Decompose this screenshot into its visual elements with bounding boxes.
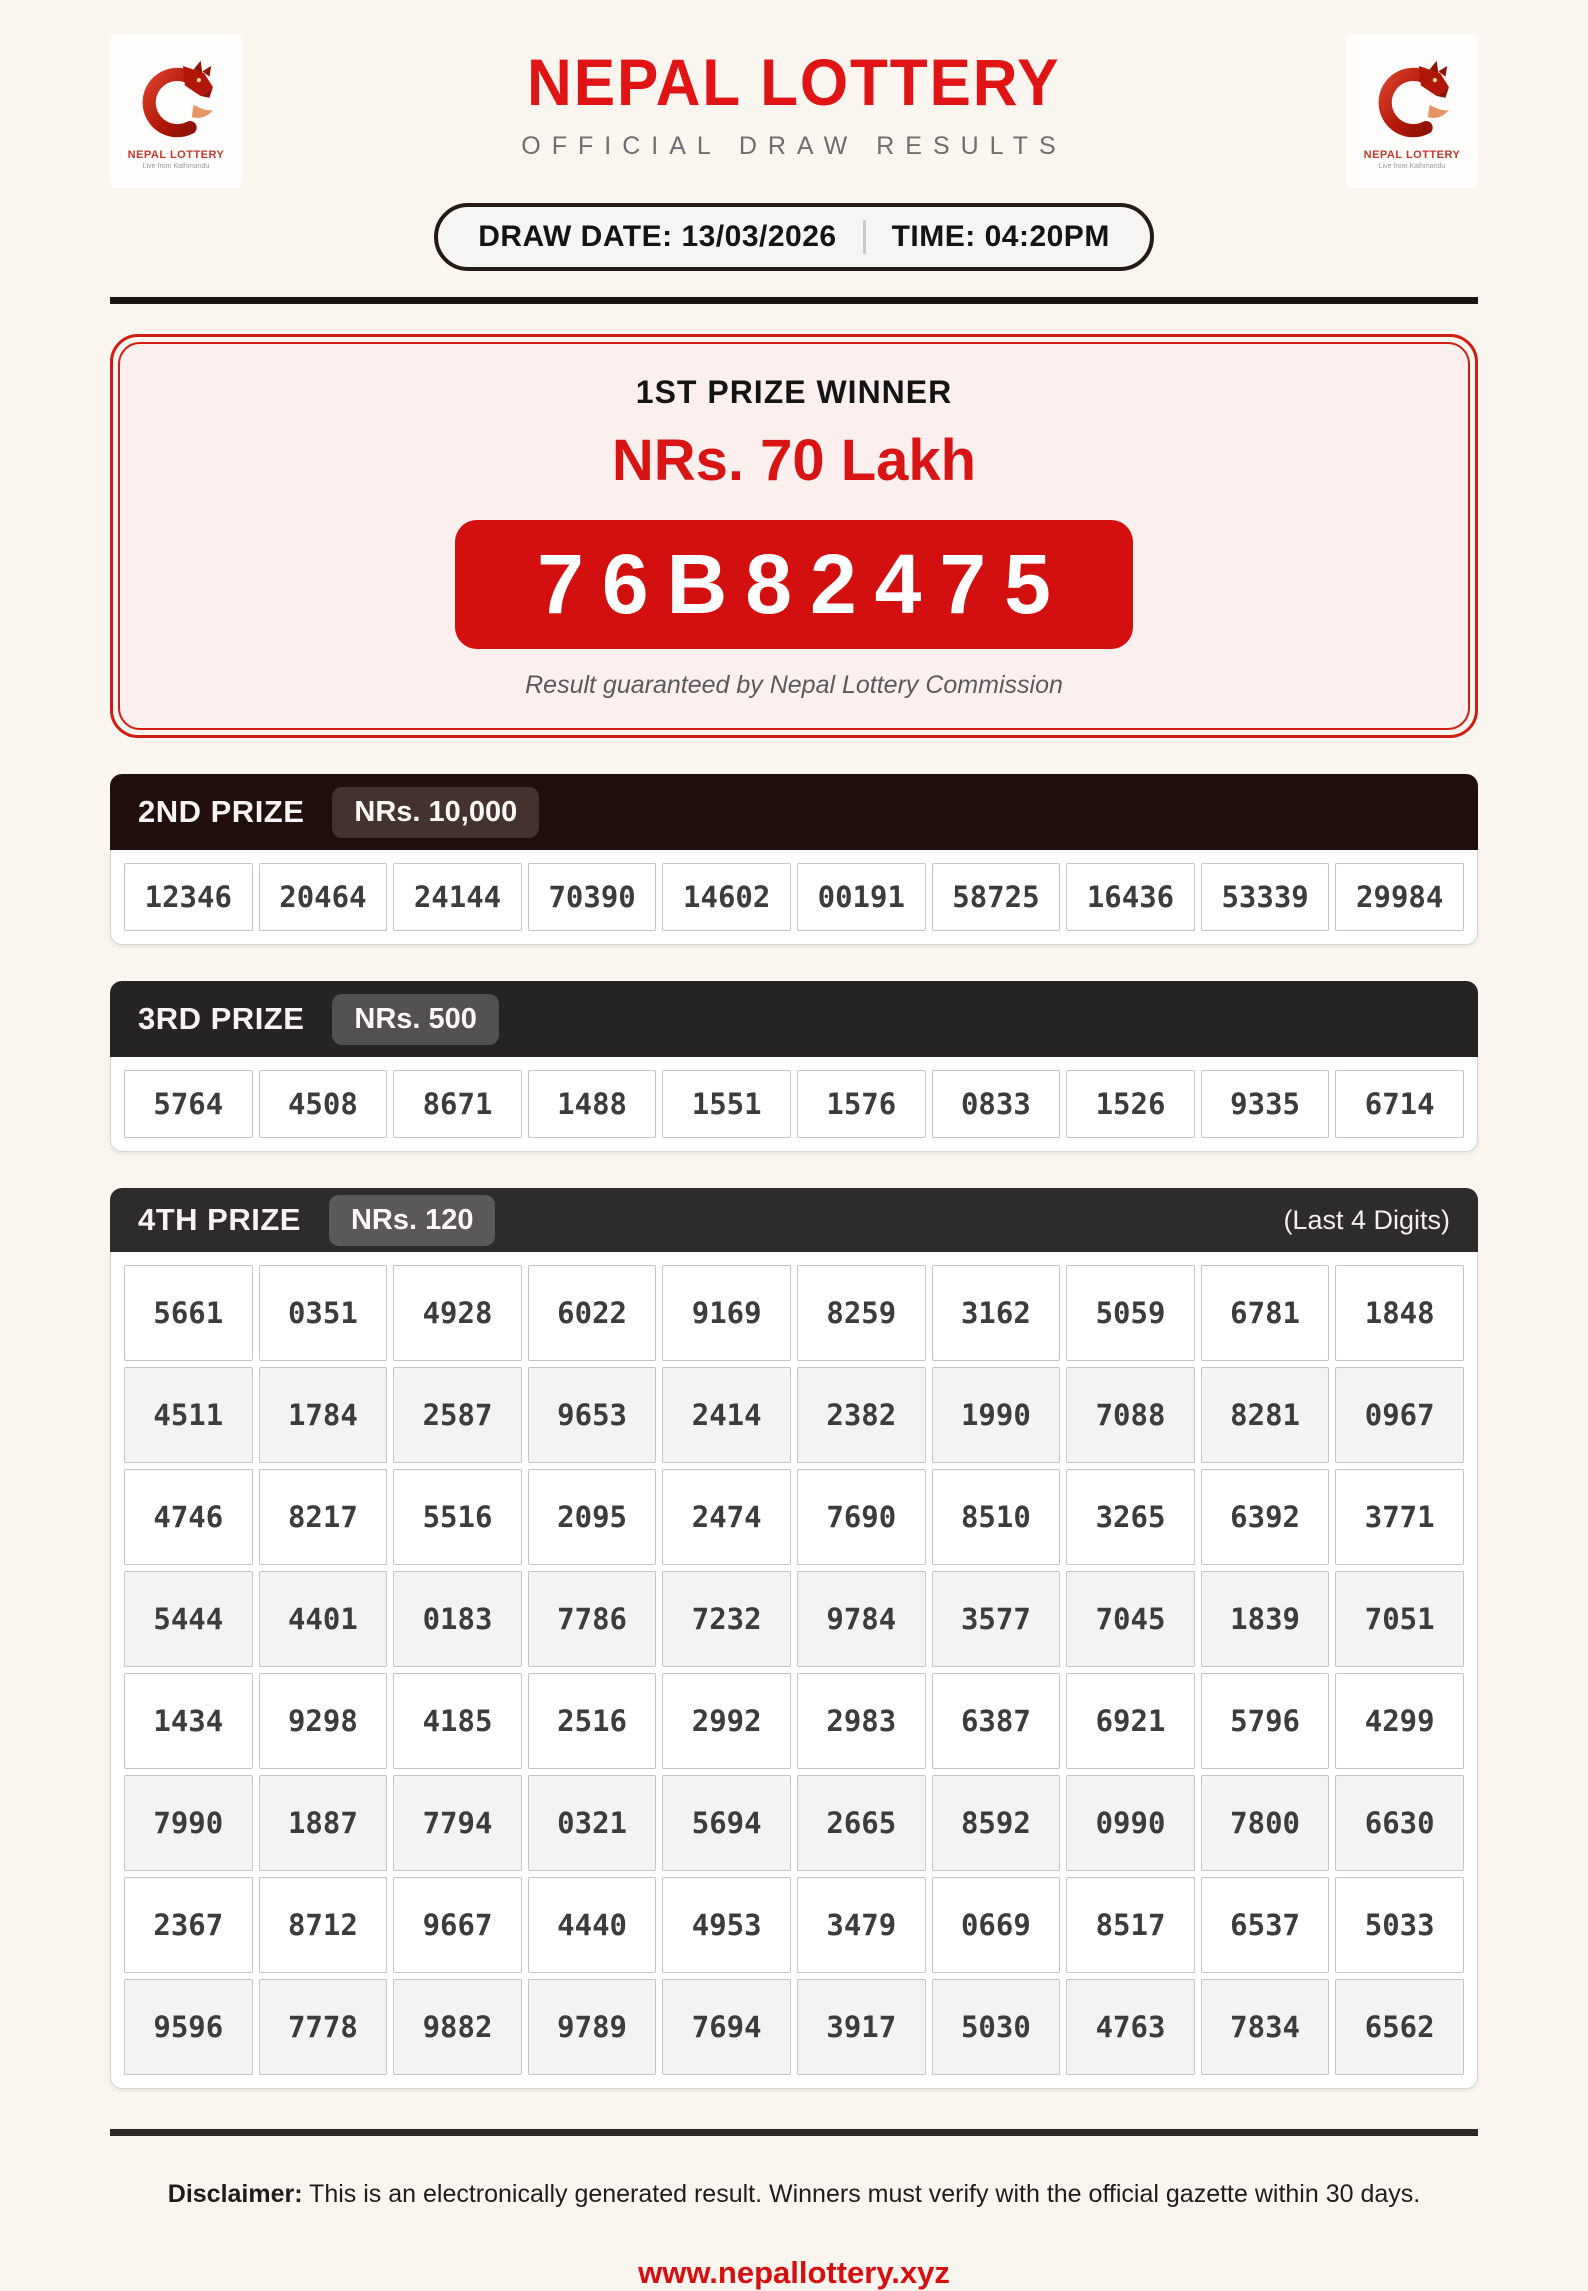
third-prize-header xyxy=(110,981,1478,1057)
second-prize-section xyxy=(110,774,1478,945)
winning-number-cell: 6537 xyxy=(1201,1877,1330,1973)
logo-wordmark: NEPAL LOTTERY xyxy=(1363,148,1461,161)
winning-number-cell: 4511 xyxy=(124,1367,253,1463)
winning-number-cell: 8510 xyxy=(932,1469,1061,1565)
winning-number-cell: 2367 xyxy=(124,1877,253,1973)
fourth-prize-label: 4TH PRIZE xyxy=(138,1202,301,1237)
winning-number-cell: 1848 xyxy=(1335,1265,1464,1361)
winning-number-cell: 1990 xyxy=(932,1367,1061,1463)
winning-number-cell: 5661 xyxy=(124,1265,253,1361)
winning-number-cell: 8671 xyxy=(393,1070,522,1138)
winning-number-cell: 7794 xyxy=(393,1775,522,1871)
winning-number-cell: 1887 xyxy=(259,1775,388,1871)
winning-number-cell: 5694 xyxy=(662,1775,791,1871)
winning-number-cell: 53339 xyxy=(1201,863,1330,931)
winning-number-cell: 24144 xyxy=(393,863,522,931)
winning-number-cell: 6781 xyxy=(1201,1265,1330,1361)
third-prize-number-grid xyxy=(124,1070,1464,1138)
third-prize-label: 3RD PRIZE xyxy=(138,1001,305,1036)
winning-number-cell: 6921 xyxy=(1066,1673,1195,1769)
winning-number-cell: 9784 xyxy=(797,1571,926,1667)
winning-number-cell: 5059 xyxy=(1066,1265,1195,1361)
winning-number-cell: 3265 xyxy=(1066,1469,1195,1565)
winning-number-cell: 1526 xyxy=(1066,1070,1195,1138)
winning-number-cell: 0833 xyxy=(932,1070,1061,1138)
winning-number-cell: 70390 xyxy=(528,863,657,931)
winning-number-cell: 9596 xyxy=(124,1979,253,2075)
winning-number-cell: 3479 xyxy=(797,1877,926,1973)
winning-number-cell: 9667 xyxy=(393,1877,522,1973)
winning-number-cell: 9298 xyxy=(259,1673,388,1769)
winning-number-cell: 7834 xyxy=(1201,1979,1330,2075)
winning-number-cell: 0351 xyxy=(259,1265,388,1361)
winning-number-cell: 1784 xyxy=(259,1367,388,1463)
second-prize-number-grid xyxy=(124,863,1464,931)
disclaimer-label: Disclaimer: xyxy=(167,2180,303,2208)
draw-date-pill xyxy=(434,203,1154,271)
winning-number-cell: 1488 xyxy=(528,1070,657,1138)
winning-number-cell: 4746 xyxy=(124,1469,253,1565)
footer-divider xyxy=(110,2129,1478,2136)
page-title: NEPAL LOTTERY xyxy=(527,45,1061,119)
winning-number-cell: 00191 xyxy=(797,863,926,931)
winning-number-cell: 4299 xyxy=(1335,1673,1464,1769)
winning-number-cell: 2516 xyxy=(528,1673,657,1769)
second-prize-body xyxy=(110,850,1478,945)
winning-number-cell: 8217 xyxy=(259,1469,388,1565)
logo-tagline: Live from Kathmandu xyxy=(1378,162,1446,170)
winning-number-cell: 8592 xyxy=(932,1775,1061,1871)
page-subtitle: OFFICIAL DRAW RESULTS xyxy=(521,132,1067,160)
winning-number-cell: 9789 xyxy=(528,1979,657,2075)
fourth-prize-number-grid xyxy=(124,1265,1464,2075)
third-prize-amount-badge: NRs. 500 xyxy=(332,994,499,1045)
winning-number-cell: 4508 xyxy=(259,1070,388,1138)
draw-date-text: DRAW DATE: 13/03/2026 xyxy=(478,220,837,253)
winning-number-cell: 16436 xyxy=(1066,863,1195,931)
winning-number-cell: 6392 xyxy=(1201,1469,1330,1565)
winning-number-cell: 29984 xyxy=(1335,863,1464,931)
disclaimer-text: This is an electronically generated result. Winners must verify with the official gazette within 30 days. xyxy=(302,2180,1421,2208)
winning-number-cell: 3162 xyxy=(932,1265,1061,1361)
winning-number-cell: 6630 xyxy=(1335,1775,1464,1871)
winning-number-cell: 1434 xyxy=(124,1673,253,1769)
winning-number-cell: 7051 xyxy=(1335,1571,1464,1667)
winning-number-cell: 7690 xyxy=(797,1469,926,1565)
winning-number-cell: 2414 xyxy=(662,1367,791,1463)
winning-number-cell: 0183 xyxy=(393,1571,522,1667)
winning-number-cell: 8281 xyxy=(1201,1367,1330,1463)
dragon-circle-logo-icon xyxy=(1368,59,1456,147)
pill-divider xyxy=(863,220,866,254)
winning-number-cell: 3577 xyxy=(932,1571,1061,1667)
winning-number-cell: 8259 xyxy=(797,1265,926,1361)
last-four-digits-note: (Last 4 Digits) xyxy=(1283,1204,1450,1235)
winning-number-cell: 2665 xyxy=(797,1775,926,1871)
third-prize-section xyxy=(110,981,1478,1152)
winning-number-cell: 7786 xyxy=(528,1571,657,1667)
winning-number-cell: 7800 xyxy=(1201,1775,1330,1871)
winning-number-cell: 58725 xyxy=(932,863,1061,931)
winning-number-cell: 1576 xyxy=(797,1070,926,1138)
winning-number-cell: 2095 xyxy=(528,1469,657,1565)
winning-number-cell: 2587 xyxy=(393,1367,522,1463)
winning-number-cell: 12346 xyxy=(124,863,253,931)
winning-number-cell: 5033 xyxy=(1335,1877,1464,1973)
winning-number-cell: 6714 xyxy=(1335,1070,1464,1138)
winning-number-cell: 6562 xyxy=(1335,1979,1464,2075)
winning-number-cell: 0990 xyxy=(1066,1775,1195,1871)
winning-number-cell: 0669 xyxy=(932,1877,1061,1973)
brand-logo-left xyxy=(110,34,242,188)
winning-number-cell: 7778 xyxy=(259,1979,388,2075)
winning-number-cell: 7694 xyxy=(662,1979,791,2075)
logo-tagline: Live from Kathmandu xyxy=(142,162,210,170)
winning-number-cell: 0321 xyxy=(528,1775,657,1871)
winning-number-cell: 9335 xyxy=(1201,1070,1330,1138)
dragon-circle-logo-icon xyxy=(132,59,220,147)
winning-number-cell: 1551 xyxy=(662,1070,791,1138)
winning-number-cell: 5444 xyxy=(124,1571,253,1667)
website-link[interactable]: www.nepallottery.xyz xyxy=(638,2255,950,2290)
second-prize-label: 2ND PRIZE xyxy=(138,794,305,829)
fourth-prize-section xyxy=(110,1188,1478,2089)
draw-time-text: TIME: 04:20PM xyxy=(891,220,1110,253)
winning-number-cell: 8517 xyxy=(1066,1877,1195,1973)
winning-number-cell: 5764 xyxy=(124,1070,253,1138)
header-divider xyxy=(110,297,1478,304)
winning-number-cell: 2474 xyxy=(662,1469,791,1565)
winning-number-cell: 4763 xyxy=(1066,1979,1195,2075)
first-prize-card xyxy=(110,334,1478,738)
winning-number-cell: 8712 xyxy=(259,1877,388,1973)
winning-number-cell: 5030 xyxy=(932,1979,1061,2075)
winning-number-cell: 7045 xyxy=(1066,1571,1195,1667)
winning-number-cell: 6387 xyxy=(932,1673,1061,1769)
fourth-prize-header xyxy=(110,1188,1478,1252)
winning-number-cell: 6022 xyxy=(528,1265,657,1361)
winning-number-cell: 4401 xyxy=(259,1571,388,1667)
first-prize-number-plate xyxy=(455,520,1133,649)
winning-number-cell: 9882 xyxy=(393,1979,522,2075)
disclaimer xyxy=(0,2180,1588,2209)
brand-logo-right xyxy=(1346,34,1478,188)
winning-number-cell: 2382 xyxy=(797,1367,926,1463)
page-header xyxy=(0,0,1588,271)
winning-number-cell: 4953 xyxy=(662,1877,791,1973)
winning-number-cell: 5516 xyxy=(393,1469,522,1565)
first-prize-amount: NRs. 70 Lakh xyxy=(611,428,977,493)
winning-number-cell: 1839 xyxy=(1201,1571,1330,1667)
guarantee-note: Result guaranteed by Nepal Lottery Commission xyxy=(525,671,1063,699)
third-prize-body xyxy=(110,1057,1478,1152)
winning-number-cell: 3771 xyxy=(1335,1469,1464,1565)
first-prize-winning-number: 76B82475 xyxy=(537,537,1069,631)
first-prize-title: 1ST PRIZE WINNER xyxy=(635,374,953,410)
winning-number-cell: 4440 xyxy=(528,1877,657,1973)
winning-number-cell: 2983 xyxy=(797,1673,926,1769)
logo-wordmark: NEPAL LOTTERY xyxy=(127,148,225,161)
winning-number-cell: 14602 xyxy=(662,863,791,931)
winning-number-cell: 4185 xyxy=(393,1673,522,1769)
winning-number-cell: 9169 xyxy=(662,1265,791,1361)
second-prize-amount-badge: NRs. 10,000 xyxy=(332,787,539,838)
winning-number-cell: 3917 xyxy=(797,1979,926,2075)
fourth-prize-amount-badge: NRs. 120 xyxy=(329,1195,496,1246)
second-prize-header xyxy=(110,774,1478,850)
winning-number-cell: 9653 xyxy=(528,1367,657,1463)
winning-number-cell: 20464 xyxy=(259,863,388,931)
first-prize-panel xyxy=(118,342,1470,730)
winning-number-cell: 7232 xyxy=(662,1571,791,1667)
winning-number-cell: 2992 xyxy=(662,1673,791,1769)
winning-number-cell: 0967 xyxy=(1335,1367,1464,1463)
winning-number-cell: 7990 xyxy=(124,1775,253,1871)
fourth-prize-body xyxy=(110,1252,1478,2089)
winning-number-cell: 4928 xyxy=(393,1265,522,1361)
winning-number-cell: 5796 xyxy=(1201,1673,1330,1769)
winning-number-cell: 7088 xyxy=(1066,1367,1195,1463)
